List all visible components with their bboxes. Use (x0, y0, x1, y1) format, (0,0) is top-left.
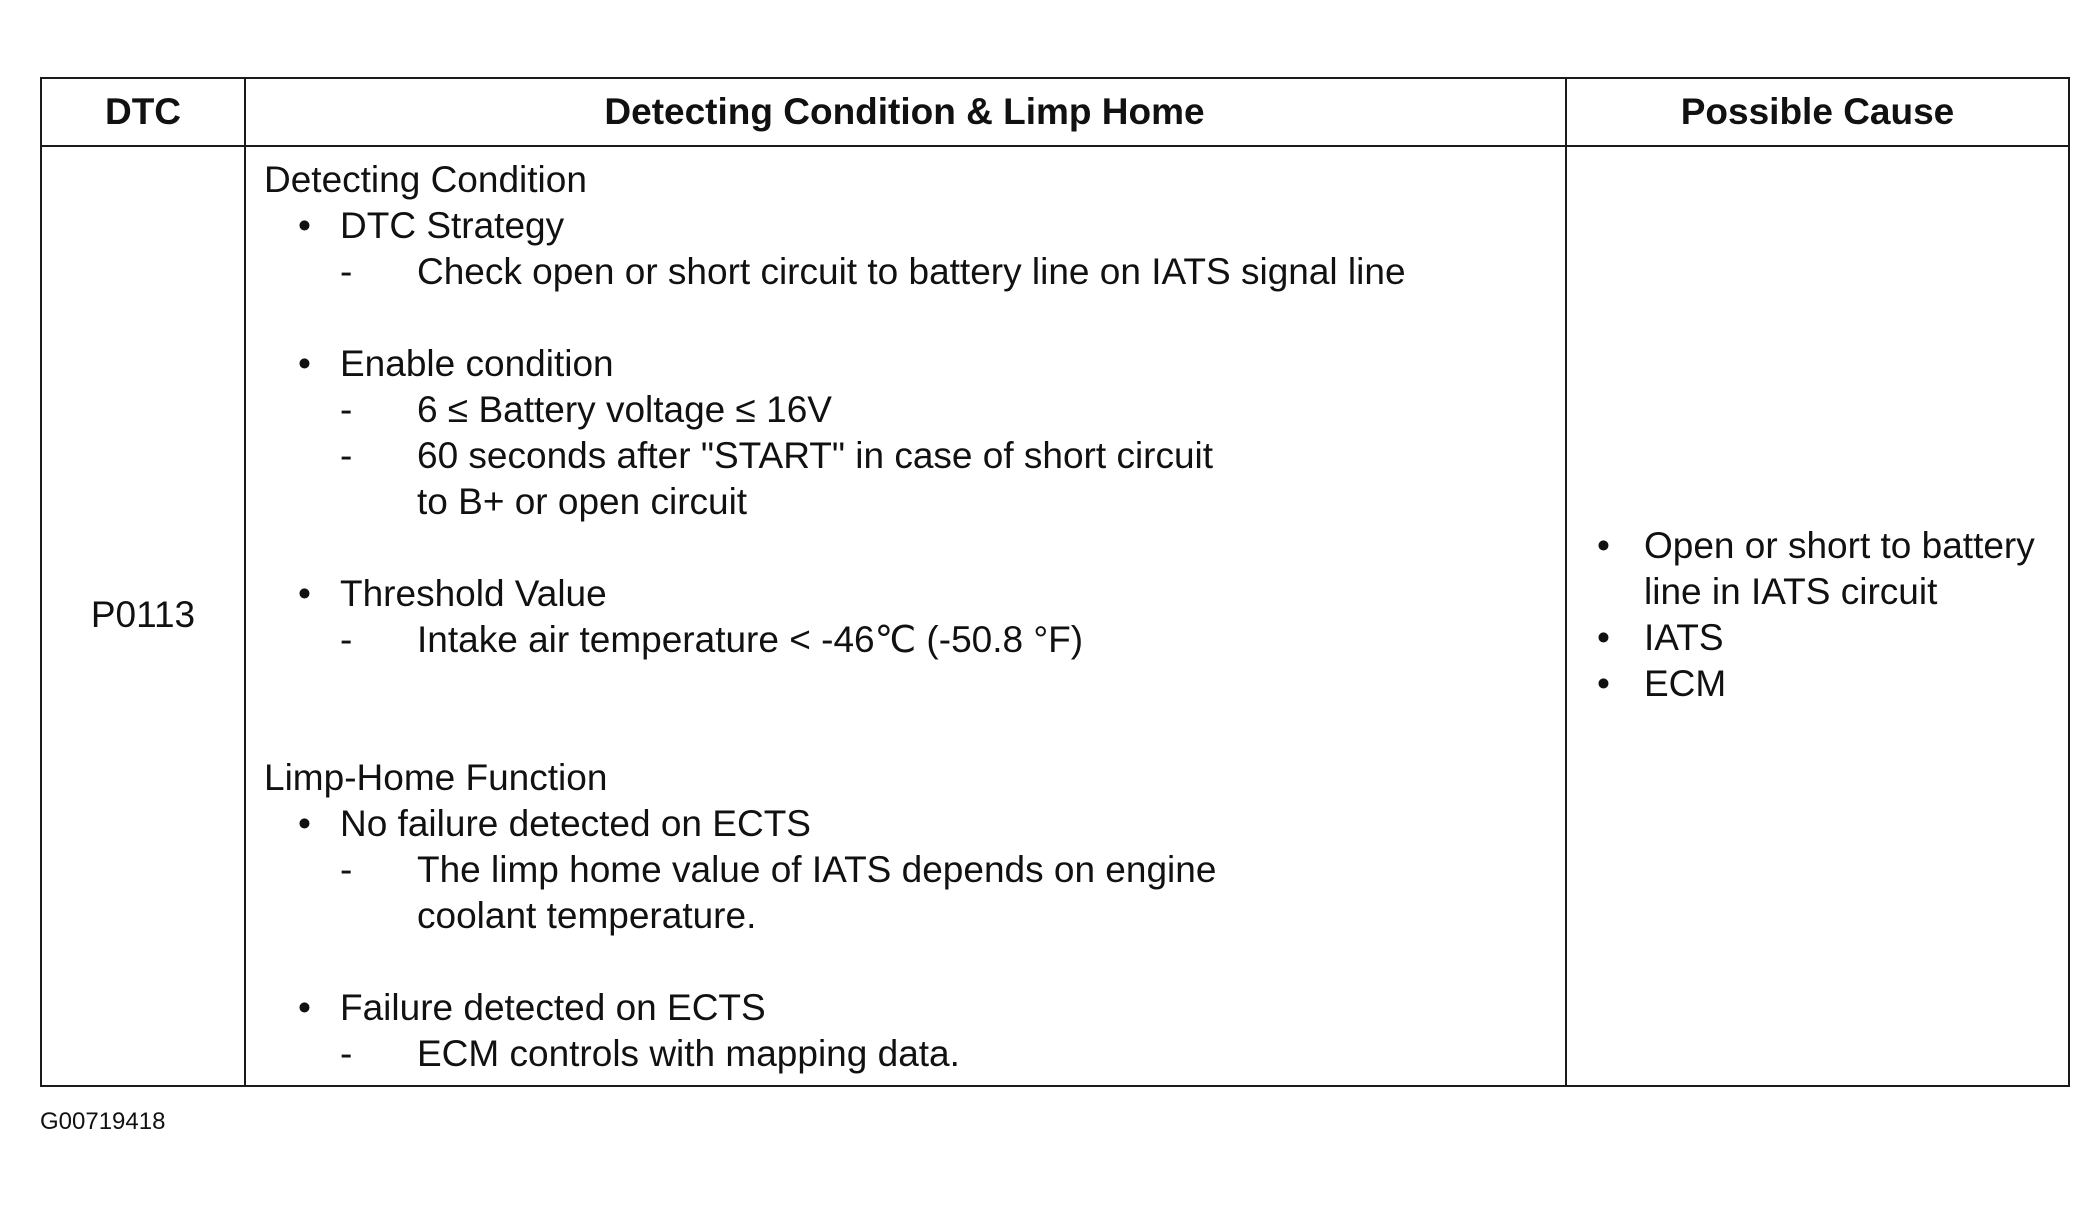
condition-cell (264, 157, 1544, 1077)
enable-text: 60 seconds after "START" in case of short circuit to B+ or open circuit (417, 435, 1214, 522)
detecting-condition-title: Detecting Condition (264, 159, 587, 200)
bullet-icon: • (298, 987, 311, 1028)
limp-home-title: Limp-Home Function (264, 757, 608, 798)
enable-item (264, 387, 1544, 433)
column-divider (244, 79, 246, 1085)
bullet-icon: • (1597, 525, 1610, 566)
figure-id: G00719418 (40, 1108, 166, 1135)
strategy-label: DTC Strategy (340, 205, 565, 246)
header-condition: Detecting Condition & Limp Home (604, 91, 1205, 132)
dash-icon: - (340, 251, 353, 292)
threshold-bullet (264, 571, 1544, 617)
no-failure-item (264, 847, 1247, 939)
cause-text: Open or short to battery line in IATS circuit (1644, 525, 2035, 612)
strategy-text: Check open or short circuit to battery line on IATS signal line (417, 251, 1406, 292)
cause-item (1597, 661, 2057, 707)
cause-item (1597, 523, 2057, 615)
enable-text: 6 ≤ Battery voltage ≤ 16V (417, 389, 832, 430)
dash-icon: - (340, 389, 353, 430)
bullet-icon: • (298, 343, 311, 384)
cause-text: ECM (1644, 663, 1727, 704)
enable-label: Enable condition (340, 343, 614, 384)
threshold-item (264, 617, 1544, 663)
failure-item (264, 1031, 1544, 1077)
dash-icon: - (340, 1033, 353, 1074)
bullet-icon: • (298, 205, 311, 246)
threshold-text: Intake air temperature < -46℃ (-50.8 °F) (417, 619, 1084, 660)
column-divider (1565, 79, 1567, 1085)
dash-icon: - (340, 619, 353, 660)
dash-icon: - (340, 849, 353, 890)
dash-icon: - (340, 435, 353, 476)
strategy-bullet (264, 203, 1544, 249)
threshold-label: Threshold Value (340, 573, 607, 614)
strategy-item (264, 249, 1544, 295)
failure-text: ECM controls with mapping data. (417, 1033, 960, 1074)
no-failure-text: The limp home value of IATS depends on engine coolant temperature. (417, 849, 1217, 936)
bullet-icon: • (1597, 617, 1610, 658)
cause-text: IATS (1644, 617, 1724, 658)
failure-bullet (264, 985, 1544, 1031)
dtc-code-cell (42, 145, 244, 1085)
failure-label: Failure detected on ECTS (340, 987, 766, 1028)
dtc-code: P0113 (90, 594, 196, 635)
enable-bullet (264, 341, 1544, 387)
no-failure-label: No failure detected on ECTS (340, 803, 811, 844)
enable-item (264, 433, 1247, 525)
header-cause: Possible Cause (1680, 91, 1955, 132)
header-dtc: DTC (104, 91, 182, 132)
bullet-icon: • (298, 573, 311, 614)
bullet-icon: • (298, 803, 311, 844)
no-failure-bullet (264, 801, 1544, 847)
bullet-icon: • (1597, 663, 1610, 704)
cause-item (1597, 615, 2057, 661)
possible-cause-cell (1587, 145, 2057, 1085)
